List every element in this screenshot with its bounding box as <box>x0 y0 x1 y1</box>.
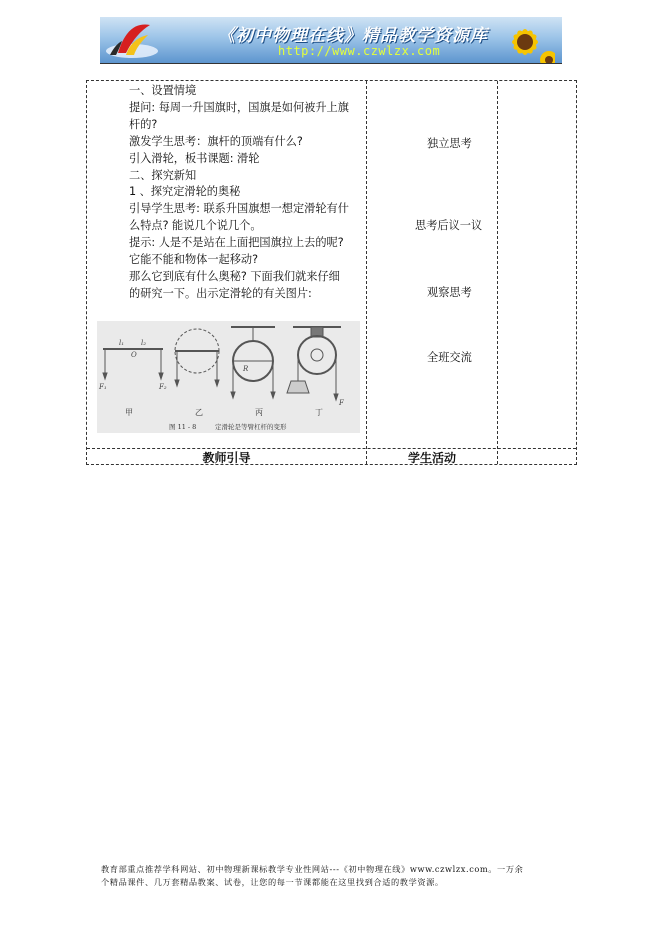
activity-class-exchange: 全班交流 <box>427 351 472 364</box>
activity-observe: 观察思考 <box>427 286 472 299</box>
figure-mark: F₁ <box>99 383 107 391</box>
column-header-teacher: 教师引导 <box>202 451 251 465</box>
lesson-line: 引导学生思考: 联系升国旗想一想定滑轮有什 <box>129 202 349 216</box>
row-divider <box>87 448 576 449</box>
lesson-line: 激发学生思考：旗杆的顶端有什么? <box>129 134 303 148</box>
footer-line: 教育部重点推荐学科网站、初中物理新课标教学专业性网站---《初中物理在线》www.czwlzx.com。一万余 <box>101 864 524 874</box>
pulley-diagram <box>97 321 360 433</box>
teacher-guidance-text <box>129 83 365 303</box>
site-logo-icon <box>104 19 162 61</box>
footer-line: 个精品课件、几万套精品教案、试卷，让您的每一节课都能在这里找到合适的教学资源。 <box>101 877 444 887</box>
header-banner <box>100 17 562 63</box>
activity-discussion: 思考后议一议 <box>415 219 483 232</box>
figure-mark: F <box>339 399 344 407</box>
figure-label-yi: 乙 <box>195 408 203 417</box>
figure-mark: l₁ <box>119 339 125 347</box>
column-divider <box>497 81 498 464</box>
activity-independent-thinking: 独立思考 <box>427 137 472 150</box>
pulley-figure <box>97 321 360 433</box>
lesson-line: 它能不能和物体一起移动? <box>129 253 259 267</box>
lesson-line: 1 、探究定滑轮的奥秘 <box>129 185 241 199</box>
lesson-table <box>86 80 577 465</box>
sunflower-icon <box>495 20 555 63</box>
column-divider <box>366 81 367 464</box>
banner-divider <box>100 63 562 64</box>
figure-label-ding: 丁 <box>315 408 323 417</box>
lesson-line: 提示: 人是不是站在上面把国旗拉上去的呢? <box>129 236 344 250</box>
page-footer <box>101 863 563 889</box>
lesson-line: 杆的? <box>129 117 158 131</box>
lesson-line: 提问: 每周一升国旗时，国旗是如何被升上旗 <box>129 100 349 114</box>
lesson-line: 的研究一下。出示定滑轮的有关图片: <box>129 286 312 300</box>
figure-label-bing: 丙 <box>255 408 263 417</box>
figure-mark: R <box>243 365 249 373</box>
figure-caption: 定滑轮是等臂杠杆的变形 <box>215 423 287 431</box>
lesson-line: 那么它到底有什么奥秘? 下面我们就来仔细 <box>129 269 340 283</box>
figure-mark: O <box>131 351 137 359</box>
lesson-line: 引入滑轮，板书课题: 滑轮 <box>129 151 260 165</box>
lesson-line: 二、探究新知 <box>129 168 197 182</box>
figure-mark: F₂ <box>159 383 167 391</box>
banner-url[interactable]: http://www.czwlzx.com <box>278 44 441 58</box>
column-header-student: 学生活动 <box>407 451 456 465</box>
figure-mark: l₂ <box>141 339 147 347</box>
lesson-line: 一、设置情境 <box>129 84 197 97</box>
banner-title: 《初中物理在线》精品教学资源库 <box>218 26 488 46</box>
figure-label-jia: 甲 <box>125 408 133 417</box>
lesson-line: 么特点? 能说几个说几个。 <box>129 219 262 233</box>
figure-caption-number: 图 11 - 8 <box>169 423 197 431</box>
